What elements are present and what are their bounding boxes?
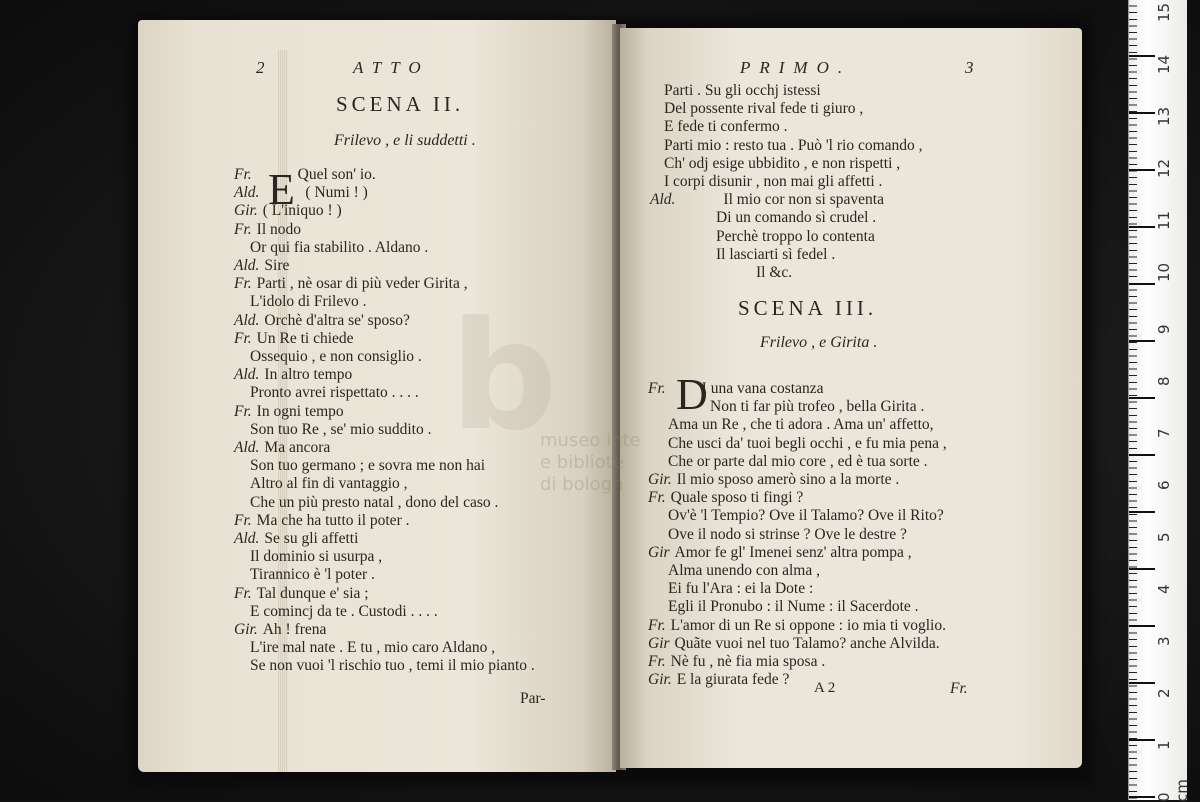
- line-text: Ei fu l'Ara : ei la Dote :: [668, 580, 814, 598]
- line-text: Parti . Su gli occhj istessi: [664, 82, 821, 99]
- line-text: Ah ! frena: [262, 621, 327, 638]
- line-text: In ogni tempo: [256, 402, 344, 420]
- text-line: [250, 348, 422, 366]
- line-text: Se non vuoi 'l rischio tuo , temi il mio pianto .: [250, 657, 535, 675]
- line-text: Altro al fin di vantaggio ,: [250, 475, 408, 493]
- line-text: Quale sposo ti fingi ?: [670, 489, 804, 507]
- text-line: [650, 191, 884, 209]
- speaker-label: Fr.: [234, 166, 252, 183]
- line-text: Ov'è 'l Tempio? Ove il Talamo? Ove il Rito?: [668, 507, 944, 525]
- text-line: [648, 635, 940, 653]
- text-line: [250, 639, 495, 657]
- speaker-label: Fr.: [234, 511, 252, 529]
- line-text: Il mio cor non si spaventa: [723, 191, 884, 209]
- speaker-label: Gir.: [648, 671, 672, 689]
- line-text: Che or parte dal mio core , ed è tua sorte .: [668, 452, 928, 470]
- text-line: [250, 657, 535, 675]
- speaker-label: Ald.: [234, 366, 260, 384]
- watermark-text: museo inte e bibliote di bologn: [540, 430, 641, 495]
- text-line: [668, 453, 928, 471]
- line-text: Alma unendo con alma ,: [668, 562, 820, 579]
- speaker-label: Fr.: [234, 584, 252, 602]
- ruler-number: 13: [1155, 106, 1173, 126]
- line-text: I corpi disunir , non mai gli affetti .: [664, 173, 883, 190]
- speaker-label: Gir.: [234, 202, 258, 220]
- text-line: [234, 221, 301, 239]
- line-text: E fede ti confermo .: [664, 118, 788, 136]
- text-line: [668, 562, 820, 580]
- text-line: [234, 202, 342, 220]
- line-text: Tirannico è 'l poter .: [250, 566, 375, 584]
- text-line: [668, 435, 947, 453]
- ruler-number: 5: [1155, 532, 1173, 542]
- line-text: Il mio sposo amerò sino a la morte .: [676, 471, 900, 488]
- line-text: Del possente rival fede ti giuro ,: [664, 100, 864, 118]
- ruler-number: 0 cm: [1155, 779, 1191, 802]
- speaker-label: Fr.: [648, 489, 666, 507]
- line-text: Ma che ha tutto il poter .: [256, 511, 410, 529]
- right-catchword: Fr.: [950, 680, 968, 697]
- line-text: Perchè troppo lo contenta: [716, 227, 875, 245]
- line-text: Parti , nè osar di più veder Girita ,: [256, 275, 468, 293]
- line-text: L'ire mal nate . E tu , mio caro Aldano ,: [250, 639, 496, 657]
- speaker-label: Fr.: [648, 380, 666, 397]
- speaker-label: Fr.: [648, 653, 666, 670]
- right-signature: A 2: [814, 680, 836, 696]
- text-line: [234, 530, 358, 548]
- ruler-number: 6: [1155, 480, 1173, 490]
- text-line: [664, 155, 900, 173]
- line-text: I una vana costanza: [701, 380, 824, 397]
- left-running-head: ATTO: [353, 58, 430, 77]
- ruler-number: 4: [1155, 584, 1173, 594]
- speaker-label: Fr.: [234, 329, 252, 347]
- left-cast: Frilevo , e li suddetti .: [334, 132, 476, 149]
- ruler-number: 10: [1155, 262, 1173, 282]
- speaker-label: Ald.: [234, 257, 260, 274]
- line-text: Son tuo Re , se' mio suddito .: [250, 420, 432, 438]
- watermark-logo: b: [450, 290, 558, 464]
- right-running-head: PRIMO.: [740, 58, 852, 77]
- text-line: [756, 264, 792, 282]
- speaker-label: Fr.: [234, 275, 252, 293]
- ruler-number: 3: [1155, 636, 1173, 646]
- speaker-label: Gir: [648, 543, 670, 561]
- right-dropcap: D: [676, 370, 708, 419]
- line-text: Se su gli affetti: [264, 530, 359, 547]
- text-line: [250, 603, 438, 621]
- text-line: [234, 330, 354, 348]
- ruler-number: 8: [1155, 376, 1173, 386]
- text-line: [664, 100, 863, 118]
- line-text: Il &c.: [756, 264, 793, 281]
- watermark: [430, 290, 690, 500]
- text-line: [250, 548, 382, 566]
- line-text: Quãte vuoi nel tuo Talamo? anche Alvilda.: [674, 634, 940, 652]
- text-line: [234, 257, 289, 275]
- line-text: Il dominio si usurpa ,: [250, 548, 383, 566]
- text-line: [710, 398, 924, 416]
- ruler-number: 1: [1155, 740, 1173, 750]
- line-text: Parti mio : resto tua . Può 'l rio comando ,: [664, 136, 923, 154]
- text-line: [250, 293, 366, 311]
- text-line: [234, 312, 410, 330]
- text-line: [664, 173, 882, 191]
- line-text: Orchè d'altra se' sposo?: [264, 311, 410, 329]
- line-text: Son tuo germano ; e sovra me non hai: [250, 457, 486, 475]
- line-text: Pronto avrei rispettato . . . .: [250, 384, 419, 402]
- speaker-label: Ald.: [650, 191, 676, 209]
- text-line: [664, 137, 923, 155]
- ruler-major-ticks: [1129, 0, 1155, 800]
- line-text: L'idolo di Frilevo .: [250, 293, 367, 311]
- line-text: Il nodo: [256, 220, 302, 238]
- text-line: [250, 475, 408, 493]
- speaker-label: Ald.: [234, 530, 260, 547]
- text-line: [716, 246, 835, 264]
- line-text: Ossequio , e non consiglio .: [250, 348, 422, 365]
- line-text: Non ti far più trofeo , bella Girita .: [710, 398, 925, 416]
- speaker-label: Fr.: [234, 402, 252, 420]
- line-text: Quel son' io.: [297, 166, 376, 183]
- line-text: Il lasciarti sì fedel .: [716, 245, 836, 263]
- right-cast: Frilevo , e Girita .: [760, 334, 878, 351]
- speaker-label: Gir: [648, 634, 670, 652]
- left-dropcap: E: [268, 165, 295, 214]
- text-line: [664, 118, 788, 136]
- line-text: ( Numi ! ): [305, 184, 368, 202]
- speaker-label: Ald.: [234, 311, 260, 329]
- line-text: Un Re ti chiede: [256, 329, 354, 347]
- text-line: [648, 617, 946, 635]
- line-text: Nè fu , nè fia mia sposa .: [670, 653, 826, 670]
- speaker-label: Ald.: [234, 439, 260, 456]
- text-line: [648, 544, 912, 562]
- line-text: E comincj da te . Custodi . . . .: [250, 602, 438, 620]
- text-line: [234, 403, 344, 421]
- text-line: [648, 653, 825, 671]
- text-line: [234, 166, 376, 184]
- line-text: ( L'iniquo ! ): [262, 202, 342, 220]
- speaker-label: Fr.: [648, 616, 666, 634]
- text-line: [668, 526, 907, 544]
- line-text: E la giurata fede ?: [676, 671, 790, 689]
- line-text: Ove il nodo si strinse ? Ove le destre ?: [668, 525, 907, 543]
- line-text: Che usci da' tuoi begli occhi , e fu mia pena ,: [668, 434, 947, 452]
- text-line: [664, 82, 821, 100]
- text-line: [250, 421, 431, 439]
- text-line: [716, 228, 875, 246]
- line-text: Amor fe gl' Imenei senz' altra pompa ,: [674, 543, 912, 561]
- text-line: [250, 566, 375, 584]
- line-text: Sire: [264, 257, 290, 274]
- text-line: [648, 671, 789, 689]
- right-scene-title: SCENA III.: [738, 296, 878, 320]
- speaker-label: Gir.: [234, 621, 258, 638]
- speaker-label: Gir.: [648, 471, 672, 488]
- text-line: [668, 416, 934, 434]
- line-text: Ma ancora: [264, 439, 331, 456]
- text-line: [234, 512, 409, 530]
- scale-ruler: [1128, 0, 1191, 802]
- text-line: [234, 621, 326, 639]
- line-text: Or qui fia stabilito . Aldano .: [250, 238, 429, 256]
- text-line: [234, 585, 369, 603]
- line-text: Tal dunque e' sia ;: [256, 584, 369, 602]
- right-folio: 3: [965, 58, 982, 77]
- line-text: Che un più presto natal , dono del caso .: [250, 493, 499, 511]
- ruler-number: 12: [1155, 158, 1173, 178]
- line-text: Egli il Pronubo : il Nume : il Sacerdote .: [668, 598, 919, 616]
- ruler-number: 7: [1155, 428, 1173, 438]
- speaker-label: Ald.: [234, 184, 260, 202]
- ruler-number: 9: [1155, 324, 1173, 334]
- text-line: [668, 507, 944, 525]
- left-scene-title: SCENA II.: [336, 92, 465, 116]
- text-line: [668, 580, 813, 598]
- ruler-number: 14: [1155, 54, 1173, 74]
- text-line: [234, 439, 330, 457]
- line-text: L'amor di un Re si oppone : io mia ti voglio.: [670, 616, 946, 634]
- text-line: [250, 384, 419, 402]
- line-text: In altro tempo: [264, 366, 353, 384]
- text-line: [250, 239, 428, 257]
- line-text: Di un comando sì crudel .: [716, 209, 877, 227]
- ruler-number: 2: [1155, 688, 1173, 698]
- line-text: Ch' odj esige ubbidito , e non rispetti ,: [664, 154, 901, 172]
- text-line: [234, 184, 368, 202]
- text-line: [668, 598, 919, 616]
- speaker-label: Fr.: [234, 220, 252, 238]
- left-folio: 2: [256, 58, 273, 77]
- ruler-number: 11: [1155, 210, 1173, 230]
- line-text: Ama un Re , che ti adora . Ama un' affetto,: [668, 416, 934, 434]
- text-line: [234, 366, 352, 384]
- text-line: [716, 209, 876, 227]
- left-catchword: Par-: [520, 690, 546, 707]
- ruler-number: 15: [1155, 2, 1173, 22]
